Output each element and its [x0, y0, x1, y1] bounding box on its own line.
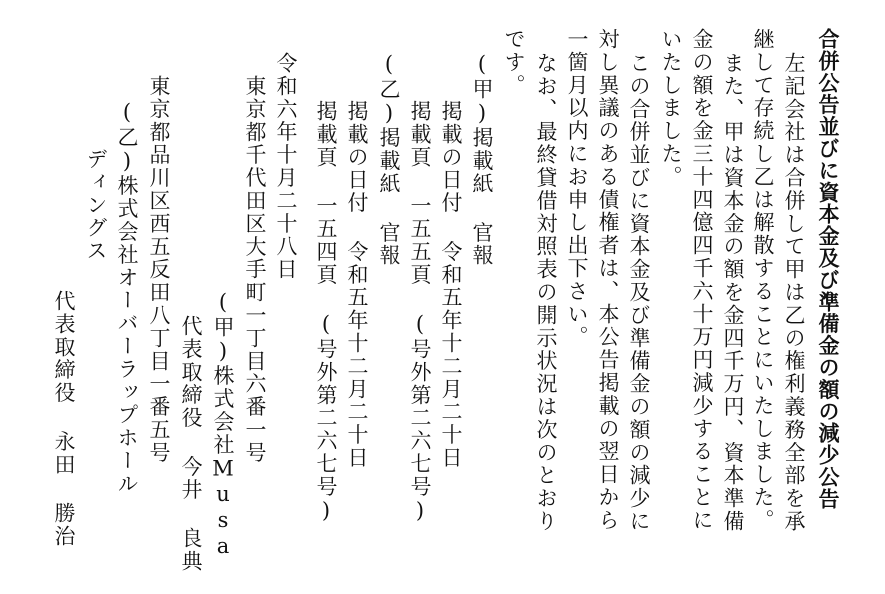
kou-publication-page: 掲載頁 一五五頁 (号外第二六七号) — [408, 100, 432, 525]
otsu-address: 東京都品川区西五反田八丁目一番五号 — [147, 75, 171, 465]
body-line-5: いたしました。 — [659, 28, 683, 189]
body-line-4: 金の額を金三十四億四千六十万円減少することに — [690, 28, 714, 532]
notice-title: 合併公告並びに資本金及び準備金の額の減少公告 — [816, 28, 840, 510]
otsu-representative: 代表取締役 永田 勝治 — [52, 290, 76, 548]
body-line-1: 左記会社は合併して甲は乙の権利義務全部を承 — [782, 52, 806, 533]
otsu-gazette-header: (乙)掲載紙 官報 — [377, 52, 401, 268]
kou-company-name: (甲)株式会社Musa — [211, 290, 235, 560]
body-line-7: 対し異議のある債権者は、本公告掲載の翌日から — [596, 28, 620, 532]
body-line-8: 一箇月以内にお申し出下さい。 — [565, 28, 589, 349]
otsu-publication-date: 掲載の日付 令和五年十二月二十日 — [345, 100, 369, 470]
kou-gazette-header: (甲)掲載紙 官報 — [470, 52, 494, 268]
otsu-company-name-cont: ディングス — [84, 148, 108, 263]
body-line-2: 継して存続し乙は解散することにいたしました。 — [751, 28, 775, 532]
body-line-3: また、甲は資本金の額を金四千万円、資本準備 — [721, 52, 745, 533]
notice-date: 令和六年十月二十八日 — [274, 52, 298, 281]
otsu-publication-page: 掲載頁 一五四頁 (号外第二六七号) — [314, 100, 338, 525]
body-line-9: なお、最終貸借対照表の開示状況は次のとおり — [534, 52, 558, 533]
kou-representative: 代表取締役 今井 良典 — [179, 315, 203, 573]
body-line-10: です。 — [502, 28, 526, 97]
otsu-company-name: (乙)株式会社オーバーラップホール — [115, 100, 139, 496]
kou-publication-date: 掲載の日付 令和五年十二月二十日 — [439, 100, 463, 470]
kou-address: 東京都千代田区大手町一丁目六番一号 — [243, 75, 267, 465]
body-line-6: この合併並びに資本金及び準備金の額の減少に — [627, 52, 651, 533]
